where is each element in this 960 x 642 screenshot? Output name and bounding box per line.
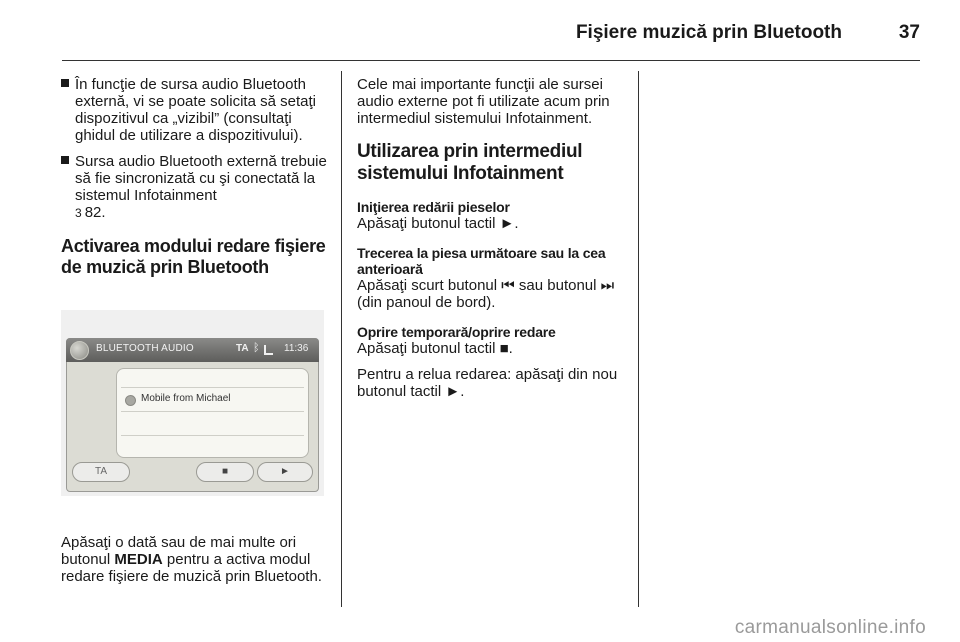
subheading-next-previous: Trecerea la piesa următoare sau la cea anterioară bbox=[357, 245, 606, 277]
header-divider bbox=[62, 60, 920, 61]
section-title-activate: Activarea modului redare fişiere de muzică prin Bluetooth bbox=[61, 236, 326, 277]
column-divider-1 bbox=[341, 71, 342, 607]
intro-paragraph: Cele mai importante funcţii ale sursei audio externe pot fi utilizate acum prin intermediul sistemului Infotainment. bbox=[357, 76, 610, 127]
device-list bbox=[116, 368, 309, 458]
screen-topbar bbox=[66, 338, 319, 362]
paragraph-resume: Pentru a relua redarea: apăsaţi din nou butonul tactil ►. bbox=[357, 366, 618, 400]
subheading-start-playback: Iniţierea redării pieselor bbox=[357, 199, 510, 215]
paragraph-pause-stop: Apăsaţi butonul tactil ■. bbox=[357, 340, 513, 357]
infotainment-screen-figure bbox=[61, 310, 324, 496]
page-number: 37 bbox=[898, 22, 920, 43]
ta-button[interactable]: TA bbox=[72, 462, 130, 482]
screen-title: BLUETOOTH AUDIO bbox=[96, 343, 194, 354]
device-list-item[interactable]: Mobile from Michael bbox=[141, 393, 231, 404]
page-reference-arrow-icon: 3 bbox=[75, 206, 82, 220]
stop-button[interactable]: ■ bbox=[196, 462, 254, 482]
bullet-item: În funcţie de sursa audio Bluetooth externă, vi se poate solicita să setaţi dispozitivul ca „vizibil” (consultaţi ghidul de utilizare a dispozitivului). bbox=[61, 76, 331, 144]
media-instruction: Apăsaţi o dată sau de mai multe ori butonul MEDIA pentru a activa modul redare fişiere de muzică prin Bluetooth. bbox=[61, 534, 322, 585]
logo-icon bbox=[70, 341, 89, 360]
square-bullet-icon bbox=[61, 156, 69, 164]
media-button-label: MEDIA bbox=[114, 551, 163, 568]
column-middle bbox=[357, 76, 629, 409]
paragraph-start-playback: Apăsaţi butonul tactil ►. bbox=[357, 215, 519, 232]
signal-icon bbox=[264, 345, 273, 355]
page-header bbox=[0, 0, 960, 62]
list-divider bbox=[121, 435, 304, 436]
bullet-item: Sursa audio Bluetooth externă trebuie să fie sincronizată cu şi conectată la sistemul Infotainment 3 82. bbox=[61, 153, 331, 222]
page-title: Fişiere muzică prin Bluetooth bbox=[575, 22, 842, 43]
list-divider bbox=[121, 387, 304, 388]
bluetooth-device-icon bbox=[125, 395, 136, 406]
watermark: carmanualsonline.info bbox=[734, 617, 926, 638]
column-divider-2 bbox=[638, 71, 639, 607]
paragraph-next-previous: Apăsaţi scurt butonul ⏮ sau butonul ⏭ (din panoul de bord). bbox=[357, 277, 615, 311]
column-left bbox=[61, 76, 331, 278]
clock: 11:36 bbox=[284, 343, 309, 354]
play-button[interactable]: ► bbox=[257, 462, 313, 482]
list-divider bbox=[121, 411, 304, 412]
subheading-pause-stop: Oprire temporară/oprire redare bbox=[357, 324, 556, 340]
bluetooth-icon: ᛒ bbox=[253, 342, 260, 354]
ta-indicator: TA bbox=[236, 343, 249, 354]
section-title-usage: Utilizarea prin intermediul sistemului Infotainment bbox=[357, 141, 583, 184]
page-reference[interactable]: 82. bbox=[84, 204, 106, 221]
square-bullet-icon bbox=[61, 79, 69, 87]
